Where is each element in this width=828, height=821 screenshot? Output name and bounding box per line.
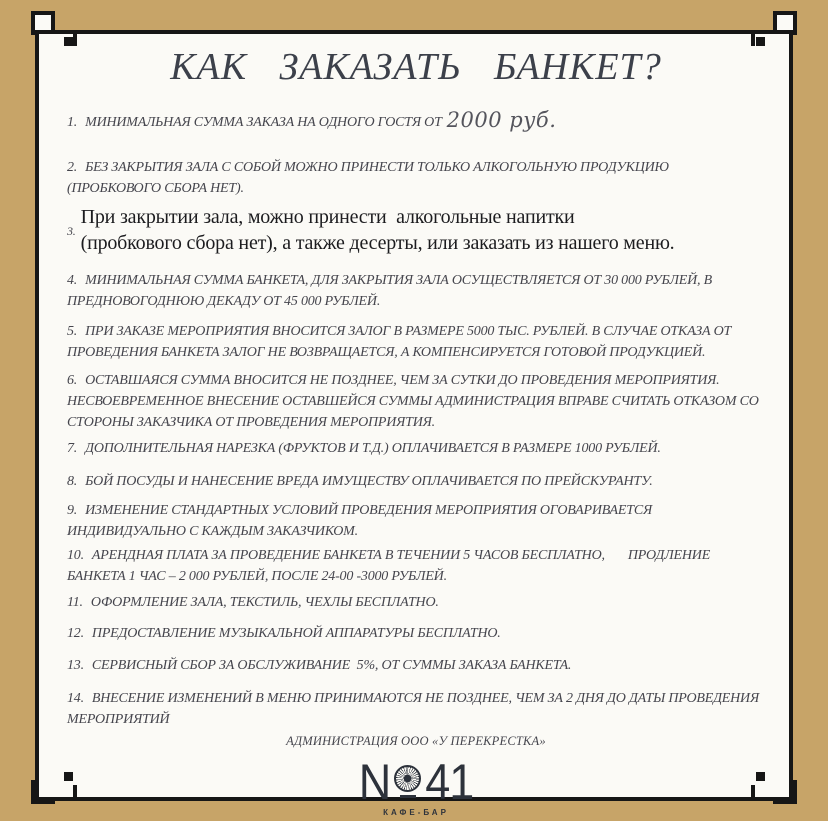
- rule-item-8: [67, 471, 765, 492]
- rule-number: 12.: [67, 626, 84, 642]
- numero-underline: [400, 795, 416, 798]
- frame-dot-bottom-left: [64, 772, 73, 781]
- rule-item-2: [67, 157, 765, 199]
- rule-text-line: (пробкового сбора нет), а также десерты, или заказать из нашего меню.: [80, 231, 675, 254]
- rule-text: ПРИ ЗАКАЗЕ МЕРОПРИЯТИЯ ВНОСИТСЯ ЗАЛОГ В РАЗМЕРЕ 5000 ТЫС. РУБЛЕЙ. В СЛУЧАЕ ОТКАЗА ОТ ПРОВЕДЕНИЯ БАНКЕТА ЗАЛОГ НЕ ВОЗВРАЩАЕТСЯ, А КОМПЕНСИРУЕТСЯ ГОТОВОЙ ПРОДУКЦИЕЙ.: [67, 324, 732, 361]
- rule-number: 4.: [67, 273, 78, 289]
- rule-text-line: При закрытии зала, можно принести алкогольные напитки: [80, 206, 575, 229]
- rule-number: 10.: [67, 548, 84, 564]
- rule-item-11: [67, 592, 765, 613]
- paper-panel: [35, 30, 793, 818]
- logo-subtitle: КАФЕ-БАР: [383, 808, 449, 818]
- rule-number: 5.: [67, 324, 78, 340]
- frame-dot-top-left: [64, 37, 73, 46]
- rule-number: 13.: [67, 658, 84, 674]
- rule-item-1: [67, 104, 765, 136]
- numero-sunburst-icon: [394, 765, 421, 798]
- rule-number: 11.: [67, 595, 83, 611]
- rule-text: ОФОРМЛЕНИЕ ЗАЛА, ТЕКСТИЛЬ, ЧЕХЛЫ БЕСПЛАТНО.: [90, 595, 439, 611]
- cafe-logo: [67, 753, 765, 818]
- frame-stub-top-left: [73, 33, 77, 46]
- page-title: КАК ЗАКАЗАТЬ БАНКЕТ?: [170, 46, 662, 88]
- rule-text: ДОПОЛНИТЕЛЬНАЯ НАРЕЗКА (ФРУКТОВ И Т.Д.) ОПЛАЧИВАЕТСЯ В РАЗМЕРЕ 1000 РУБЛЕЙ.: [85, 441, 661, 457]
- rule-item-10: [67, 545, 765, 587]
- rule-text: БОЙ ПОСУДЫ И НАНЕСЕНИЕ ВРЕДА ИМУЩЕСТВУ ОПЛАЧИВАЕТСЯ ПО ПРЕЙСКУРАНТУ.: [85, 474, 653, 490]
- frame-dot-top-right: [756, 37, 765, 46]
- rule-item-4: [67, 270, 765, 312]
- frame-stub-bottom-right: [751, 785, 755, 798]
- sunburst-circle-icon: [394, 765, 421, 792]
- rule-item-5: [67, 321, 765, 363]
- frame-stub-top-right: [751, 33, 755, 46]
- logo-letter-n: N: [358, 753, 391, 811]
- rule-item-6: [67, 370, 765, 433]
- rule-text: ОСТАВШАЯСЯ СУММА ВНОСИТСЯ НЕ ПОЗДНЕЕ, ЧЕМ ЗА СУТКИ ДО ПРОВЕДЕНИЯ МЕРОПРИЯТИЯ. НЕСВОЕВРЕМЕННОЕ ВНЕСЕНИЕ ОСТАВШЕЙСЯ СУММЫ АДМИНИСТРАЦИЯ ВПРАВЕ СЧИТАТЬ ОТКАЗОМ СО СТОРОНЫ ЗАКАЗЧИКА ОТ ПРОВЕДЕНИЯ МЕРОПРИЯТИЯ.: [67, 373, 759, 431]
- rule-text: АРЕНДНАЯ ПЛАТА ЗА ПРОВЕДЕНИЕ БАНКЕТА В ТЕЧЕНИИ 5 ЧАСОВ БЕСПЛАТНО, ПРОДЛЕНИЕ БАНКЕТА 1 ЧАС – 2 000 РУБЛЕЙ, ПОСЛЕ 24-00 -3000 РУБЛЕЙ.: [67, 548, 711, 585]
- rule-item-14: [67, 688, 765, 730]
- rule-number: 7.: [67, 441, 78, 457]
- rule-text: МИНИМАЛЬНАЯ СУММА БАНКЕТА, ДЛЯ ЗАКРЫТИЯ ЗАЛА ОСУЩЕСТВЛЯЕТСЯ ОТ 30 000 РУБЛЕЙ, В ПРЕДНОВОГОДНЮЮ ДЕКАДУ ОТ 45 000 РУБЛЕЙ.: [67, 273, 713, 310]
- rule-item-7: [67, 438, 765, 459]
- rule-text: [81, 205, 675, 256]
- highlight-amount: 2000 руб.: [446, 107, 557, 132]
- rule-number: 14.: [67, 691, 84, 707]
- rule-text: ИЗМЕНЕНИЕ СТАНДАРТНЫХ УСЛОВИЙ ПРОВЕДЕНИЯ МЕРОПРИЯТИЯ ОГОВАРИВАЕТСЯ ИНДИВИДУАЛЬНО С КАЖДЫМ ЗАКАЗЧИКОМ.: [67, 503, 652, 540]
- rule-number: 9.: [67, 503, 78, 519]
- rule-number: 2.: [67, 160, 78, 176]
- rule-number: 1.: [67, 114, 78, 130]
- rule-number: 3.: [67, 223, 76, 238]
- rule-item-12: [67, 623, 765, 644]
- frame-stub-bottom-left: [73, 785, 77, 798]
- admin-signature: АДМИНИСТРАЦИЯ ООО «У ПЕРЕКРЕСТКА»: [286, 734, 546, 749]
- rule-item-3: [67, 205, 765, 256]
- rule-text: СЕРВИСНЫЙ СБОР ЗА ОБСЛУЖИВАНИЕ 5%, ОТ СУММЫ ЗАКАЗА БАНКЕТА.: [91, 658, 572, 674]
- rule-text: ВНЕСЕНИЕ ИЗМЕНЕНИЙ В МЕНЮ ПРИНИМАЮТСЯ НЕ ПОЗДНЕЕ, ЧЕМ ЗА 2 ДНЯ ДО ДАТЫ ПРОВЕДЕНИЯ МЕРОПРИЯТИЙ: [67, 691, 759, 728]
- rule-text: ПРЕДОСТАВЛЕНИЕ МУЗЫКАЛЬНОЙ АППАРАТУРЫ БЕСПЛАТНО.: [91, 626, 501, 642]
- logo-row: [358, 753, 474, 811]
- rules-list: [67, 104, 765, 731]
- frame-dot-bottom-right: [756, 772, 765, 781]
- rule-text: МИНИМАЛЬНАЯ СУММА ЗАКАЗА НА ОДНОГО ГОСТЯ ОТ: [85, 114, 442, 130]
- rule-item-9: [67, 500, 765, 542]
- rule-number: 8.: [67, 474, 78, 490]
- rule-number: 6.: [67, 373, 78, 389]
- rule-item-13: [67, 655, 765, 676]
- logo-number-41: 41: [425, 753, 474, 811]
- rule-text: БЕЗ ЗАКРЫТИЯ ЗАЛА С СОБОЙ МОЖНО ПРИНЕСТИ ТОЛЬКО АЛКОГОЛЬНУЮ ПРОДУКЦИЮ (ПРОБКОВОГО СБОРА НЕТ).: [67, 160, 669, 197]
